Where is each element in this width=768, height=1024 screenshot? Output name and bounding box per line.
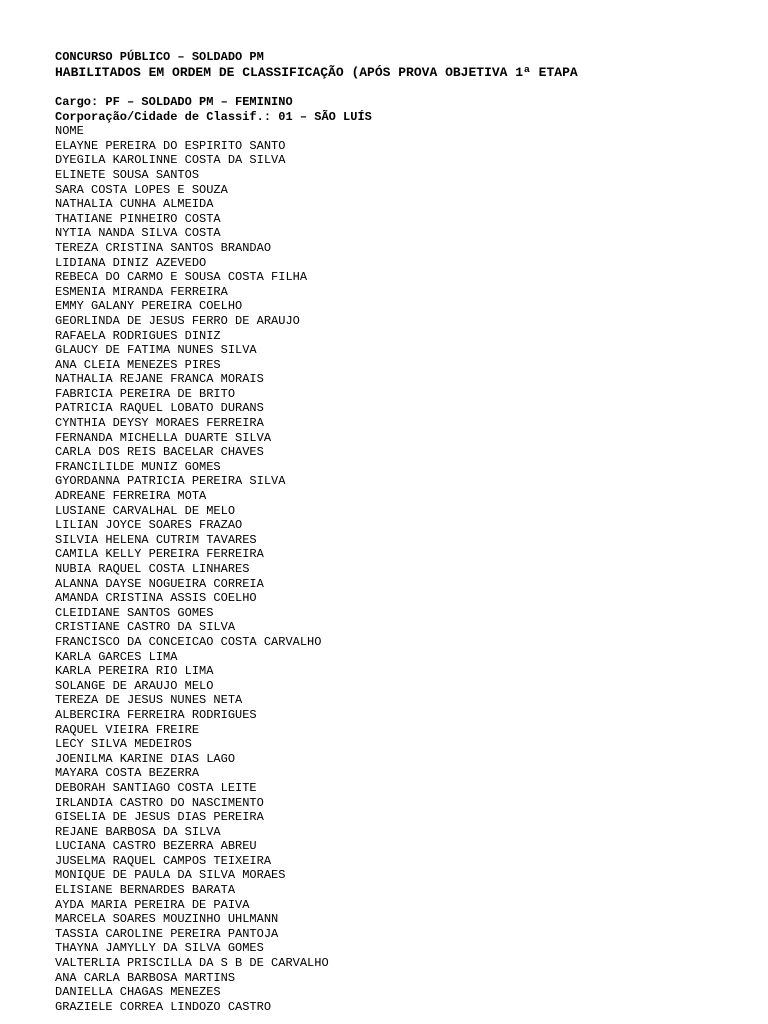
list-item: CARLA DOS REIS BACELAR CHAVES — [55, 445, 264, 460]
list-item: CLEIDIANE SANTOS GOMES — [55, 605, 214, 620]
list-item: MONIQUE DE PAULA DA SILVA MORAES — [55, 868, 286, 883]
list-item: MAYARA COSTA BEZERRA — [55, 766, 200, 781]
corporacao-line: Corporação/Cidade de Classif.: 01 – SÃO LUÍS — [55, 109, 372, 124]
list-item: AMANDA CRISTINA ASSIS COELHO — [55, 591, 257, 606]
list-item: REJANE BARBOSA DA SILVA — [55, 824, 221, 839]
list-item: LIDIANA DINIZ AZEVEDO — [55, 255, 207, 270]
list-item: GISELIA DE JESUS DIAS PEREIRA — [55, 810, 264, 825]
list-item: DANIELLA CHAGAS MENEZES — [55, 985, 221, 1000]
cargo-line: Cargo: PF – SOLDADO PM – FEMININO — [55, 95, 293, 109]
list-item: SILVIA HELENA CUTRIM TAVARES — [55, 532, 257, 547]
list-item: DYEGILA KAROLINNE COSTA DA SILVA — [55, 153, 286, 168]
list-item: TEREZA DE JESUS NUNES NETA — [55, 693, 243, 708]
list-item: ALBERCIRA FERREIRA RODRIGUES — [55, 707, 257, 722]
list-item: CAMILA KELLY PEREIRA FERREIRA — [55, 547, 264, 562]
list-item: LUCIANA CASTRO BEZERRA ABREU — [55, 839, 257, 854]
list-item: ELAYNE PEREIRA DO ESPIRITO SANTO — [55, 138, 286, 153]
list-item: FRANCILILDE MUNIZ GOMES — [55, 459, 221, 474]
list-item: GLAUCY DE FATIMA NUNES SILVA — [55, 343, 257, 358]
list-item: GRAZIELE CORREA LINDOZO CASTRO — [55, 999, 272, 1014]
list-item: FRANCISCO DA CONCEICAO COSTA CARVALHO — [55, 634, 322, 649]
list-item: ESMENIA MIRANDA FERREIRA — [55, 284, 228, 299]
names-list — [55, 139, 755, 1015]
document-title-line-2: HABILITADOS EM ORDEM DE CLASSIFICAÇÃO (APÓS PROVA OBJETIVA 1ª ETAPA — [55, 65, 578, 80]
column-header-nome: NOME — [55, 124, 84, 139]
list-item: MARCELA SOARES MOUZINHO UHLMANN — [55, 912, 279, 927]
list-item: KARLA PEREIRA RIO LIMA — [55, 664, 214, 679]
list-item: GEORLINDA DE JESUS FERRO DE ARAUJO — [55, 313, 300, 328]
list-item: RAQUEL VIEIRA FREIRE — [55, 722, 200, 737]
list-item: NUBIA RAQUEL COSTA LINHARES — [55, 562, 250, 576]
list-item: RAFAELA RODRIGUES DINIZ — [55, 328, 221, 343]
list-item: CRISTIANE CASTRO DA SILVA — [55, 620, 236, 635]
list-item: DEBORAH SANTIAGO COSTA LEITE — [55, 780, 257, 795]
list-item: REBECA DO CARMO E SOUSA COSTA FILHA — [55, 270, 308, 285]
document-page — [55, 50, 755, 1014]
list-item: PATRICIA RAQUEL LOBATO DURANS — [55, 401, 264, 416]
list-item: ELISIANE BERNARDES BARATA — [55, 883, 236, 898]
list-item: ALANNA DAYSE NOGUEIRA CORREIA — [55, 576, 264, 591]
list-item: FABRICIA PEREIRA DE BRITO — [55, 386, 236, 401]
list-item: FERNANDA MICHELLA DUARTE SILVA — [55, 430, 272, 445]
document-title-line-1: CONCURSO PÚBLICO – SOLDADO PM — [55, 50, 264, 64]
list-item: AYDA MARIA PEREIRA DE PAIVA — [55, 897, 250, 912]
list-item: THAYNA JAMYLLY DA SILVA GOMES — [55, 941, 264, 956]
list-item: EMMY GALANY PEREIRA COELHO — [55, 299, 243, 314]
list-item: ANA CLEIA MENEZES PIRES — [55, 357, 221, 372]
list-item: LUSIANE CARVALHAL DE MELO — [55, 503, 236, 518]
spacer — [55, 81, 755, 95]
list-item: THATIANE PINHEIRO COSTA — [55, 211, 221, 226]
list-item: ANA CARLA BARBOSA MARTINS — [55, 970, 236, 985]
list-item: LECY SILVA MEDEIROS — [55, 737, 192, 752]
list-item: ADREANE FERREIRA MOTA — [55, 489, 207, 504]
list-item: GYORDANNA PATRICIA PEREIRA SILVA — [55, 474, 286, 489]
list-item: IRLANDIA CASTRO DO NASCIMENTO — [55, 795, 264, 810]
list-item: ELINETE SOUSA SANTOS — [55, 167, 200, 182]
list-item: VALTERLIA PRISCILLA DA S B DE CARVALHO — [55, 956, 329, 971]
list-item: JOENILMA KARINE DIAS LAGO — [55, 751, 236, 766]
list-item: NATHALIA REJANE FRANCA MORAIS — [55, 372, 264, 387]
list-item: TEREZA CRISTINA SANTOS BRANDAO — [55, 240, 272, 255]
list-item: NATHALIA CUNHA ALMEIDA — [55, 197, 214, 212]
list-item: SOLANGE DE ARAUJO MELO — [55, 678, 214, 693]
list-item: NYTIA NANDA SILVA COSTA — [55, 226, 221, 241]
list-item: KARLA GARCES LIMA — [55, 649, 178, 664]
list-item: TASSIA CAROLINE PEREIRA PANTOJA — [55, 926, 279, 941]
list-item: SARA COSTA LOPES E SOUZA — [55, 182, 228, 197]
list-item: CYNTHIA DEYSY MORAES FERREIRA — [55, 416, 264, 431]
list-item: JUSELMA RAQUEL CAMPOS TEIXEIRA — [55, 853, 272, 868]
list-item: LILIAN JOYCE SOARES FRAZAO — [55, 518, 243, 533]
